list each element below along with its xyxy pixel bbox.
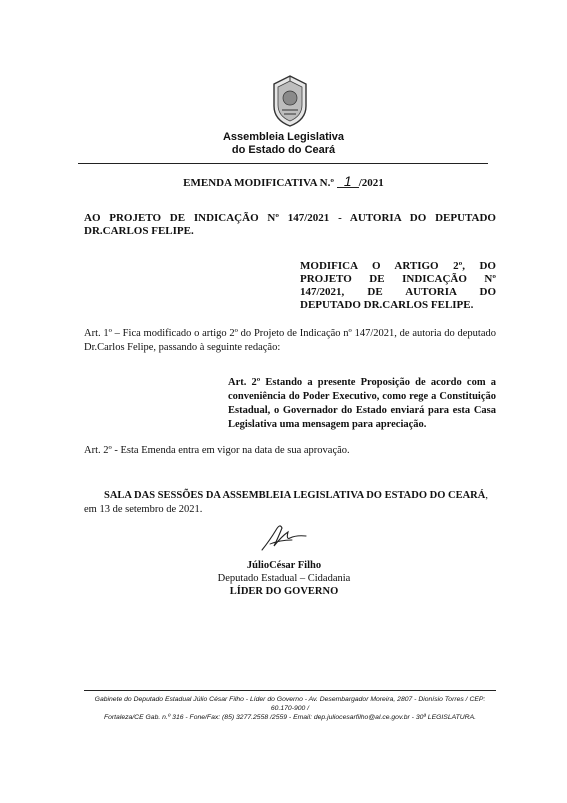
footer-line2: Fortaleza/CE Gab. n.º 316 - Fone/Fax: (85) 3277.2558 /2559 - Email: dep.juliocesarfilho@al.ce.gov.br - 30ª LEGISLATURA. <box>103 714 477 721</box>
article-2: Art. 2º - Esta Emenda entra em vigor na data de sua aprovação. <box>84 445 350 456</box>
signatory-role: Deputado Estadual – Cidadania <box>217 573 351 584</box>
session-lead: SALA DAS SESSÕES DA ASSEMBLEIA LEGISLATIVA DO ESTADO DO CEARÁ <box>104 490 486 501</box>
institution-name-line1: Assembleia Legislativa <box>222 131 345 143</box>
institution-name-line2: do Estado do Ceará <box>231 144 336 156</box>
amendment-title <box>0 173 567 189</box>
footer-divider <box>84 690 496 691</box>
article-1: Art. 1º – Fica modificado o artigo 2º do Projeto de Indicação nº 147/2021, de autoria do deputado Dr.Carlos Felipe, passando à seguinte redação: <box>84 328 496 353</box>
signature-block <box>160 559 408 598</box>
footer-address <box>84 695 496 722</box>
signatory-title: LÍDER DO GOVERNO <box>229 586 339 597</box>
ementa-text: MODIFICA O ARTIGO 2º, DO PROJETO DE INDICAÇÃO Nº 147/2021, DE AUTORIA DO DEPUTADO DR.CARLOS FELIPE. <box>300 260 496 311</box>
amendment-title-suffix: /2021 <box>358 177 384 189</box>
new-wording-quote: Art. 2º Estando a presente Proposição de acordo com a conveniência do Poder Executivo, como rege a Constituição Estadual, o Governador do Estado enviará para esta Casa Legislativa uma mensagem para apreciação. <box>228 377 496 430</box>
amendment-title-prefix: EMENDA MODIFICATIVA N.º <box>183 177 334 189</box>
project-heading: AO PROJETO DE INDICAÇÃO Nº 147/2021 - AUTORIA DO DEPUTADO DR.CARLOS FELIPE. <box>84 212 496 237</box>
header-divider <box>78 163 488 164</box>
session-statement <box>84 489 496 517</box>
signatory-name: JúlioCésar Filho <box>246 560 322 571</box>
footer-line1: Gabinete do Deputado Estadual Júlio César Filho - Líder do Governo - Av. Desembargador Moreira, 2807 - Dionísio Torres / CEP: 60.170-900 / <box>94 696 486 712</box>
coat-of-arms-icon <box>268 74 312 128</box>
handwritten-signature-icon <box>256 520 312 554</box>
session-rest: , em 13 de setembro de 2021. <box>84 490 488 515</box>
amendment-handwritten-number: 1 <box>337 176 359 188</box>
